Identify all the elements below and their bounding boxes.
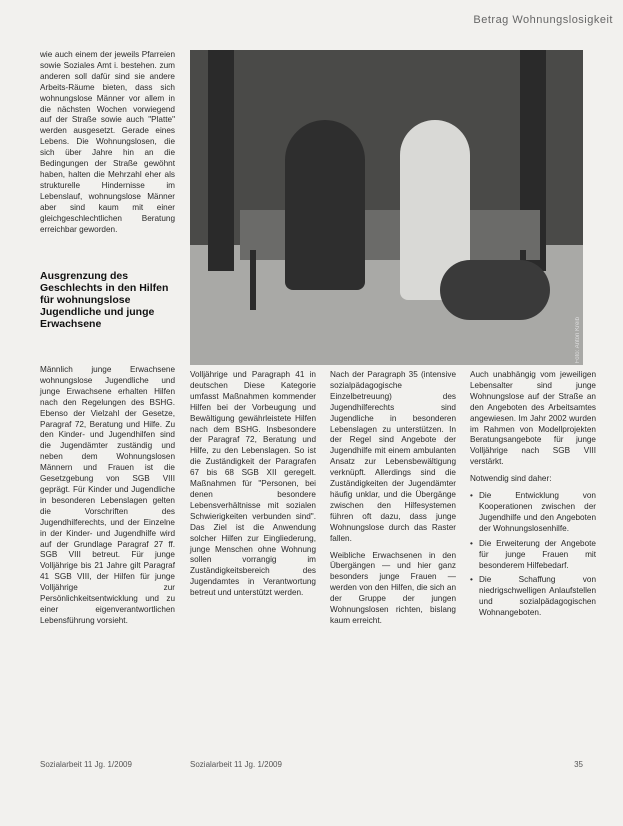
article-photo xyxy=(190,50,583,365)
footer-left: Sozialarbeit 11 Jg. 1/2009 xyxy=(40,760,132,769)
column-1-bottom xyxy=(40,365,175,633)
bullet-item: • Die Erweiterung der Angebote für junge Frauen mit besonderem Hilfebedarf. xyxy=(470,539,596,572)
photo-bench-leg xyxy=(250,250,256,310)
bullet-list xyxy=(470,491,596,619)
column-1-top xyxy=(40,50,175,241)
section-header: Betrag Wohnungslosigkeit xyxy=(473,14,613,26)
paragraph: Volljährige und Paragraph 41 in deutschen Diese Kategorie umfasst Maßnahmen kommender Hilfen bei der Vorbeugung und Bewältigung gewährleistete Hilfen nach dem BSHG. Insbesondere der Paragraf 72, Beratung und Hilfe, zu den Lebenslagen. So ist die Zuständigkeit der Paragrafen 67 bis 68 SGB XII geregelt. Maßnahmen für "Personen, bei denen besondere Lebensverhältnisse mit sozialen Schwierigkeiten verbunden sind". Das Ziel ist die Anwendung solcher Hilfen zur Eingliederung, junge Menschen ohne Wohnung sollen vorrangig im Zuständigkeitsbereich des Jugendamtes in Verantwortung betreut und unterstützt werden. xyxy=(190,370,316,598)
subheading: Ausgrenzung des Geschlechts in den Hilfen für wohnungslose Jugendliche und junge Erwachsene xyxy=(40,270,169,330)
column-4 xyxy=(470,370,596,623)
column-3 xyxy=(330,370,456,633)
photo-bag xyxy=(440,260,550,320)
photo-pillar xyxy=(208,50,234,271)
paragraph: Notwendig sind daher: xyxy=(470,474,552,484)
paragraph: Auch unabhängig vom jeweiligen Lebensalter sind junge Wohnungslose auf der Straße an den Angeboten des Arbeitsamtes angewiesen. Im Jahr 2002 wurden im Rahmen von Modellprojekten Beratungsangebote für junge Volljährige nach SGB VIII verstärkt. xyxy=(470,370,596,467)
page-number: 35 xyxy=(574,760,583,769)
paragraph: Nach der Paragraph 35 (intensive sozialpädagogische Einzelbetreuung) des Jugendhilferechts sind Jugendliche in besonderen Lebenslagen zu unterstützen. In der Regel sind Angebote der Jugendhilfe mit einem ambulanten Ansatz zur Lebensbewältigung verknüpft. Allerdings sind die Zuständigkeiten der Jugendämter häufig unklar, und die Übergänge zwischen den Hilfesystemen führen oft dazu, dass junge Wohnungslose durch das Raster fallen. xyxy=(330,370,456,543)
paragraph: wie auch einem der jeweils Pfarreien sowie Soziales Amt i. bestehen. zum anderen soll dafür sind sie andere Arbeits-Räume bieten, dass sich wohnungslose Männer vor allem in die nächsten Wochen vorwiegend auf der Straße sowie auch "Platte" werden ausgesetzt. Gerade eines Lebens. Die Wohnungslosen, die sich über Jahre hin an die Bedingungen der Straße gewöhnt haben, halten die Mehrzahl eher als strukturelle Hindernisse im Lebenslauf, wohnungslose Männer aber sind kaum mit einer gleichgeschlechtlichen Beratung erreichbar geworden. xyxy=(40,50,175,234)
paragraph: Weibliche Erwachsenen in den Übergängen — und hier ganz besonders junge Frauen — werden von den Hilfen, die sich an der Gruppe der jungen Wohnungslosen richten, bislang kaum erreicht. xyxy=(330,550,456,625)
bullet-item: • Die Entwicklung von Kooperationen zwischen der Jugendhilfe und den Angeboten der Wohnungslosenhilfe. xyxy=(470,491,596,535)
footer-mid: Sozialarbeit 11 Jg. 1/2009 xyxy=(190,760,282,769)
photo-person xyxy=(285,120,365,290)
photo-credit: Foto: Anton Kreib xyxy=(575,316,581,363)
column-2 xyxy=(190,370,316,605)
paragraph: Männlich junge Erwachsene wohnungslose Jugendliche und junge Erwachsene erhalten Hilfen nach den Regelungen des BSHG. Ebenso der Vielzahl der Gesetze, Paragraf 72, Beratung und Hilfe. Zu den Kinder- und Jugendhilfen sind die Jugendämter zuständig und neben dem Wohnungslosen Männern und Frauen ist die Gesetzgebung von SGB VIII geprägt. Für Kinder und Jugendliche in besonderen Lebenslagen gelten die Vorschriften des Jugendhilferechts, und der Einzelne in der Kinder- und Jugendhilfe wird auf der Grundlage Paragraf 27 ff. SGB VIII betreut. Für junge Volljährige bis 21 Jahre gilt Paragraf 41 SGB VIII, der Hilfen für junge Volljährige zur Persönlichkeitsentwicklung und zu einer eigenverantwortlichen Lebensführung vorsieht. xyxy=(40,365,175,625)
bullet-item: • Die Schaffung von niedrigschwelligen Anlaufstellen und sozialpädagogischen Wohnangeboten. xyxy=(470,575,596,619)
